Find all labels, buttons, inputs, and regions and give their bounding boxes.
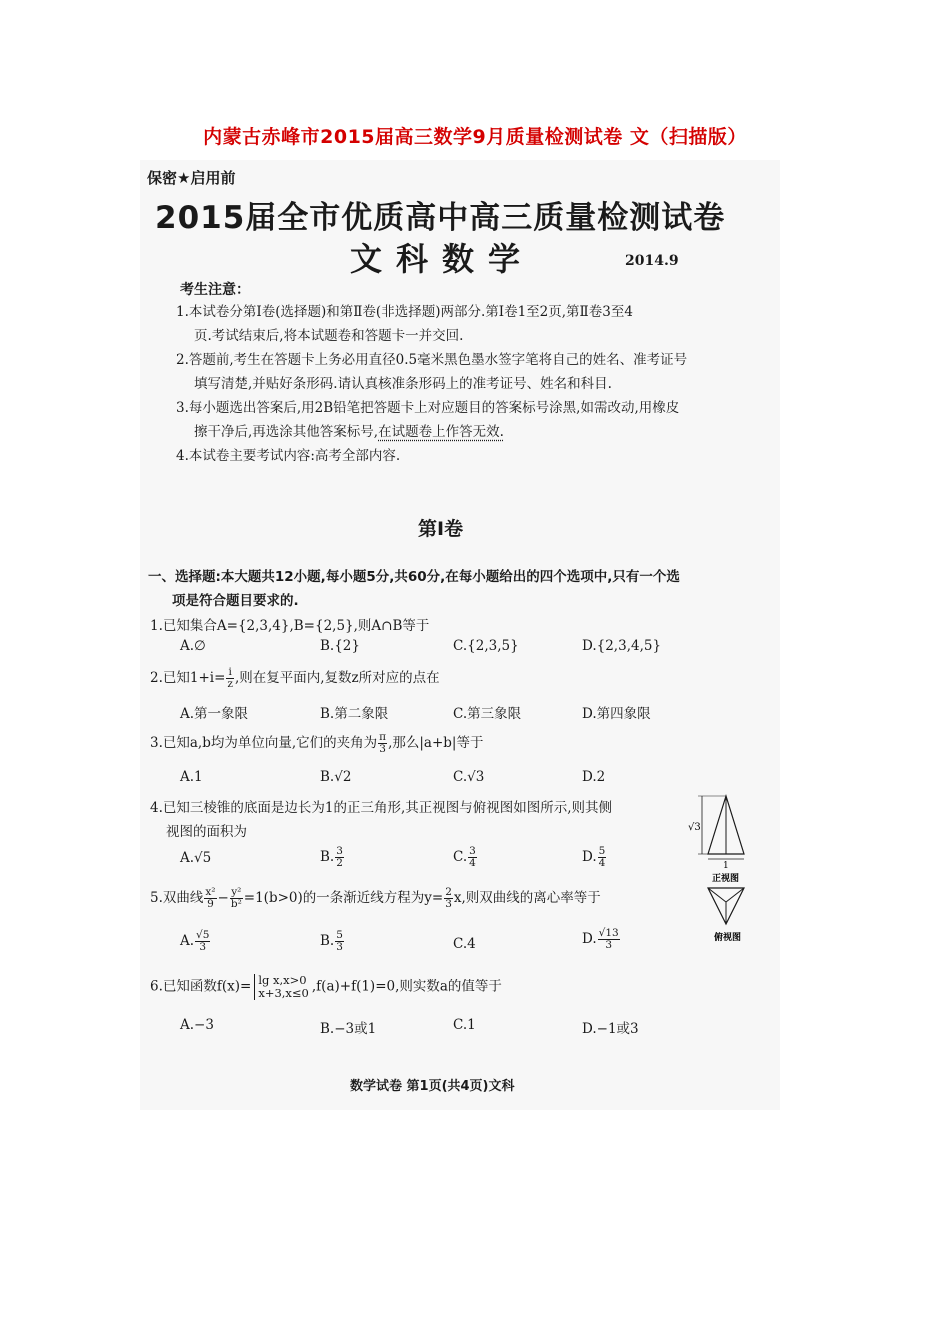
q2-stem-a: 2.已知1+i= bbox=[150, 670, 226, 686]
q5-b-num: 5 bbox=[336, 929, 343, 941]
q4-d-prefix: D. bbox=[582, 849, 597, 865]
q5-d-prefix: D. bbox=[582, 931, 597, 947]
q6-option-d: D.−1或3 bbox=[582, 1021, 639, 1037]
question-2-stem bbox=[150, 666, 440, 690]
q1-option-d: D.{2,3,4,5} bbox=[582, 638, 662, 654]
front-view-label: 正视图 bbox=[712, 874, 740, 884]
notice-line-1: 1.本试卷分第Ⅰ卷(选择题)和第Ⅱ卷(非选择题)两部分.第Ⅰ卷1至2页,第Ⅱ卷3至4 bbox=[176, 304, 633, 320]
notice-line-1b bbox=[176, 324, 463, 348]
q5-stem-a: 5.双曲线 bbox=[150, 890, 204, 906]
question-3-stem bbox=[150, 731, 483, 755]
q5-a-den: 3 bbox=[199, 941, 207, 953]
q5-f2-num: y² bbox=[231, 886, 242, 898]
notice-line-2b bbox=[176, 372, 612, 396]
question-1-stem: 1.已知集合A={2,3,4},B={2,5},则A∩B等于 bbox=[150, 618, 430, 634]
q5-option-c: C.4 bbox=[453, 936, 476, 952]
q1-option-b: B.{2} bbox=[320, 638, 360, 654]
notice-line-4: 4.本试卷主要考试内容:高考全部内容. bbox=[176, 448, 401, 464]
volume-heading: 第Ⅰ卷 bbox=[418, 518, 464, 540]
notice-line-2: 2.答题前,考生在答题卡上务必用直径0.5毫米黑色墨水签字笔将自己的姓名、准考证号 bbox=[176, 352, 688, 368]
q4-option-d bbox=[582, 846, 607, 869]
q5-frac-3 bbox=[444, 887, 453, 910]
q2-option-c: C.第三象限 bbox=[453, 706, 522, 722]
q4-b-num: 3 bbox=[336, 845, 343, 857]
q5-f1-den: 9 bbox=[207, 898, 214, 910]
q6-option-a: A.−3 bbox=[180, 1017, 214, 1033]
section-heading bbox=[148, 565, 680, 613]
q5-frac-1 bbox=[204, 887, 216, 910]
confidential-mark: 保密★启用前 bbox=[147, 169, 236, 187]
q5-option-a bbox=[180, 930, 211, 953]
q2-option-d: D.第四象限 bbox=[582, 706, 651, 722]
question-5-stem bbox=[150, 886, 601, 910]
q3-fraction bbox=[378, 732, 387, 755]
q5-d-fraction bbox=[598, 928, 620, 951]
q6-stem-a: 6.已知函数f(x)= bbox=[150, 978, 252, 995]
top-view-edge-2 bbox=[726, 888, 744, 902]
notice-line-3-cont: 擦干净后,再选涂其他答案标号, bbox=[194, 424, 379, 440]
page-footer: 数学试卷 第1页(共4页)文科 bbox=[350, 1079, 515, 1094]
q3-option-a: A.1 bbox=[180, 769, 203, 785]
q2-stem-b: ,则在复平面内,复数z所对应的点在 bbox=[234, 670, 440, 686]
height-label: √3 bbox=[688, 822, 701, 833]
q4-c-fraction bbox=[468, 846, 477, 869]
q5-d-num: √13 bbox=[598, 927, 619, 939]
q4-option-c bbox=[453, 846, 478, 869]
q2-option-b: B.第二象限 bbox=[320, 706, 389, 722]
q5-stem-c: x,则双曲线的离心率等于 bbox=[453, 890, 601, 906]
q6-option-c: C.1 bbox=[453, 1017, 476, 1033]
q5-option-d bbox=[582, 928, 621, 951]
question-6-stem bbox=[150, 974, 502, 1000]
document-title: 内蒙古赤峰市2015届高三数学9月质量检测试卷 文（扫描版） bbox=[203, 126, 747, 148]
q4-c-num: 3 bbox=[469, 845, 476, 857]
q5-f2-den: b² bbox=[230, 898, 242, 910]
q2-frac-num: i bbox=[226, 667, 234, 679]
q4-b-den: 2 bbox=[336, 857, 343, 869]
pyramid-figure bbox=[688, 792, 763, 952]
top-view-label: 俯视图 bbox=[714, 933, 742, 943]
q6-case-2: x+3,x≤0 bbox=[258, 986, 309, 1000]
pyramid-views-svg bbox=[688, 792, 763, 952]
q5-f3-den: 3 bbox=[445, 898, 452, 910]
q3-stem-b: ,那么|a+b|等于 bbox=[388, 735, 484, 751]
q5-b-den: 3 bbox=[336, 941, 343, 953]
q6-stem-b: ,f(a)+f(1)=0,则实数a的值等于 bbox=[311, 978, 502, 995]
notice-line-1-cont: 页.考试结束后,将本试题卷和答题卡一并交回. bbox=[194, 328, 464, 344]
q3-option-c: C.√3 bbox=[453, 769, 485, 785]
q4-option-a: A.√5 bbox=[180, 850, 212, 866]
q1-option-a: A.∅ bbox=[180, 638, 206, 654]
q4-b-fraction bbox=[335, 846, 344, 869]
q6-piecewise bbox=[254, 974, 309, 1000]
top-view-edge-1 bbox=[708, 888, 726, 902]
q1-option-c: C.{2,3,5} bbox=[453, 638, 519, 654]
q5-minus: − bbox=[217, 890, 229, 906]
q6-case-1: lg x,x>0 bbox=[258, 973, 307, 987]
q3-frac-num: π bbox=[379, 731, 387, 743]
notice-line-3b bbox=[176, 420, 504, 444]
q4-d-den: 4 bbox=[598, 857, 606, 869]
q4-option-b bbox=[320, 846, 345, 869]
exam-title: 2015届全市优质高中高三质量检测试卷 bbox=[155, 200, 726, 236]
section-line-1: 一、选择题:本大题共12小题,每小题5分,共60分,在每小题给出的四个选项中,只有一个选 bbox=[148, 569, 680, 585]
q4-c-prefix: C. bbox=[453, 849, 468, 865]
q4-d-fraction bbox=[598, 846, 607, 869]
notice-line-3: 3.每小题选出答案后,用2B铅笔把答题卡上对应题目的答案标号涂黑,如需改动,用橡皮 bbox=[176, 400, 680, 416]
notice-line-2-cont: 填写清楚,并贴好条形码.请认真核准条形码上的准考证号、姓名和科目. bbox=[194, 376, 612, 392]
q5-option-b bbox=[320, 930, 345, 953]
notice-heading: 考生注意： bbox=[180, 282, 250, 298]
q4-c-den: 4 bbox=[469, 857, 476, 869]
q3-stem-a: 3.已知a,b均为单位向量,它们的夹角为 bbox=[150, 735, 378, 751]
q5-d-den: 3 bbox=[605, 939, 613, 951]
q5-b-fraction bbox=[335, 930, 344, 953]
q2-option-a: A.第一象限 bbox=[180, 706, 249, 722]
q5-a-fraction bbox=[195, 930, 210, 953]
q3-option-b: B.√2 bbox=[320, 769, 352, 785]
q2-fraction bbox=[226, 667, 234, 690]
section-line-2: 项是符合题目要求的. bbox=[172, 593, 299, 609]
q3-frac-den: 3 bbox=[379, 743, 386, 755]
q5-f3-num: 2 bbox=[445, 886, 452, 898]
q6-option-b: B.−3或1 bbox=[320, 1021, 377, 1037]
notice-emphasis: 在试题卷上作答无效. bbox=[378, 424, 504, 440]
question-4-line-2: 视图的面积为 bbox=[166, 824, 247, 840]
q4-b-prefix: B. bbox=[320, 849, 335, 865]
subject-title: 文科数学 bbox=[350, 240, 535, 278]
q3-option-d: D.2 bbox=[582, 769, 606, 785]
q5-frac-2 bbox=[230, 887, 243, 910]
exam-date: 2014.9 bbox=[625, 253, 679, 269]
q5-f1-num: x² bbox=[205, 886, 216, 898]
q4-d-num: 5 bbox=[598, 845, 606, 857]
q5-b-prefix: B. bbox=[320, 933, 335, 949]
q5-a-num: √5 bbox=[196, 929, 210, 941]
base-label: 1 bbox=[723, 861, 729, 871]
q5-stem-b: =1(b>0)的一条渐近线方程为y= bbox=[243, 890, 444, 906]
q5-a-prefix: A. bbox=[180, 933, 195, 949]
question-4-line-1: 4.已知三棱锥的底面是边长为1的正三角形,其正视图与俯视图如图所示,则其侧 bbox=[150, 800, 613, 816]
q2-frac-den: z bbox=[227, 678, 233, 690]
